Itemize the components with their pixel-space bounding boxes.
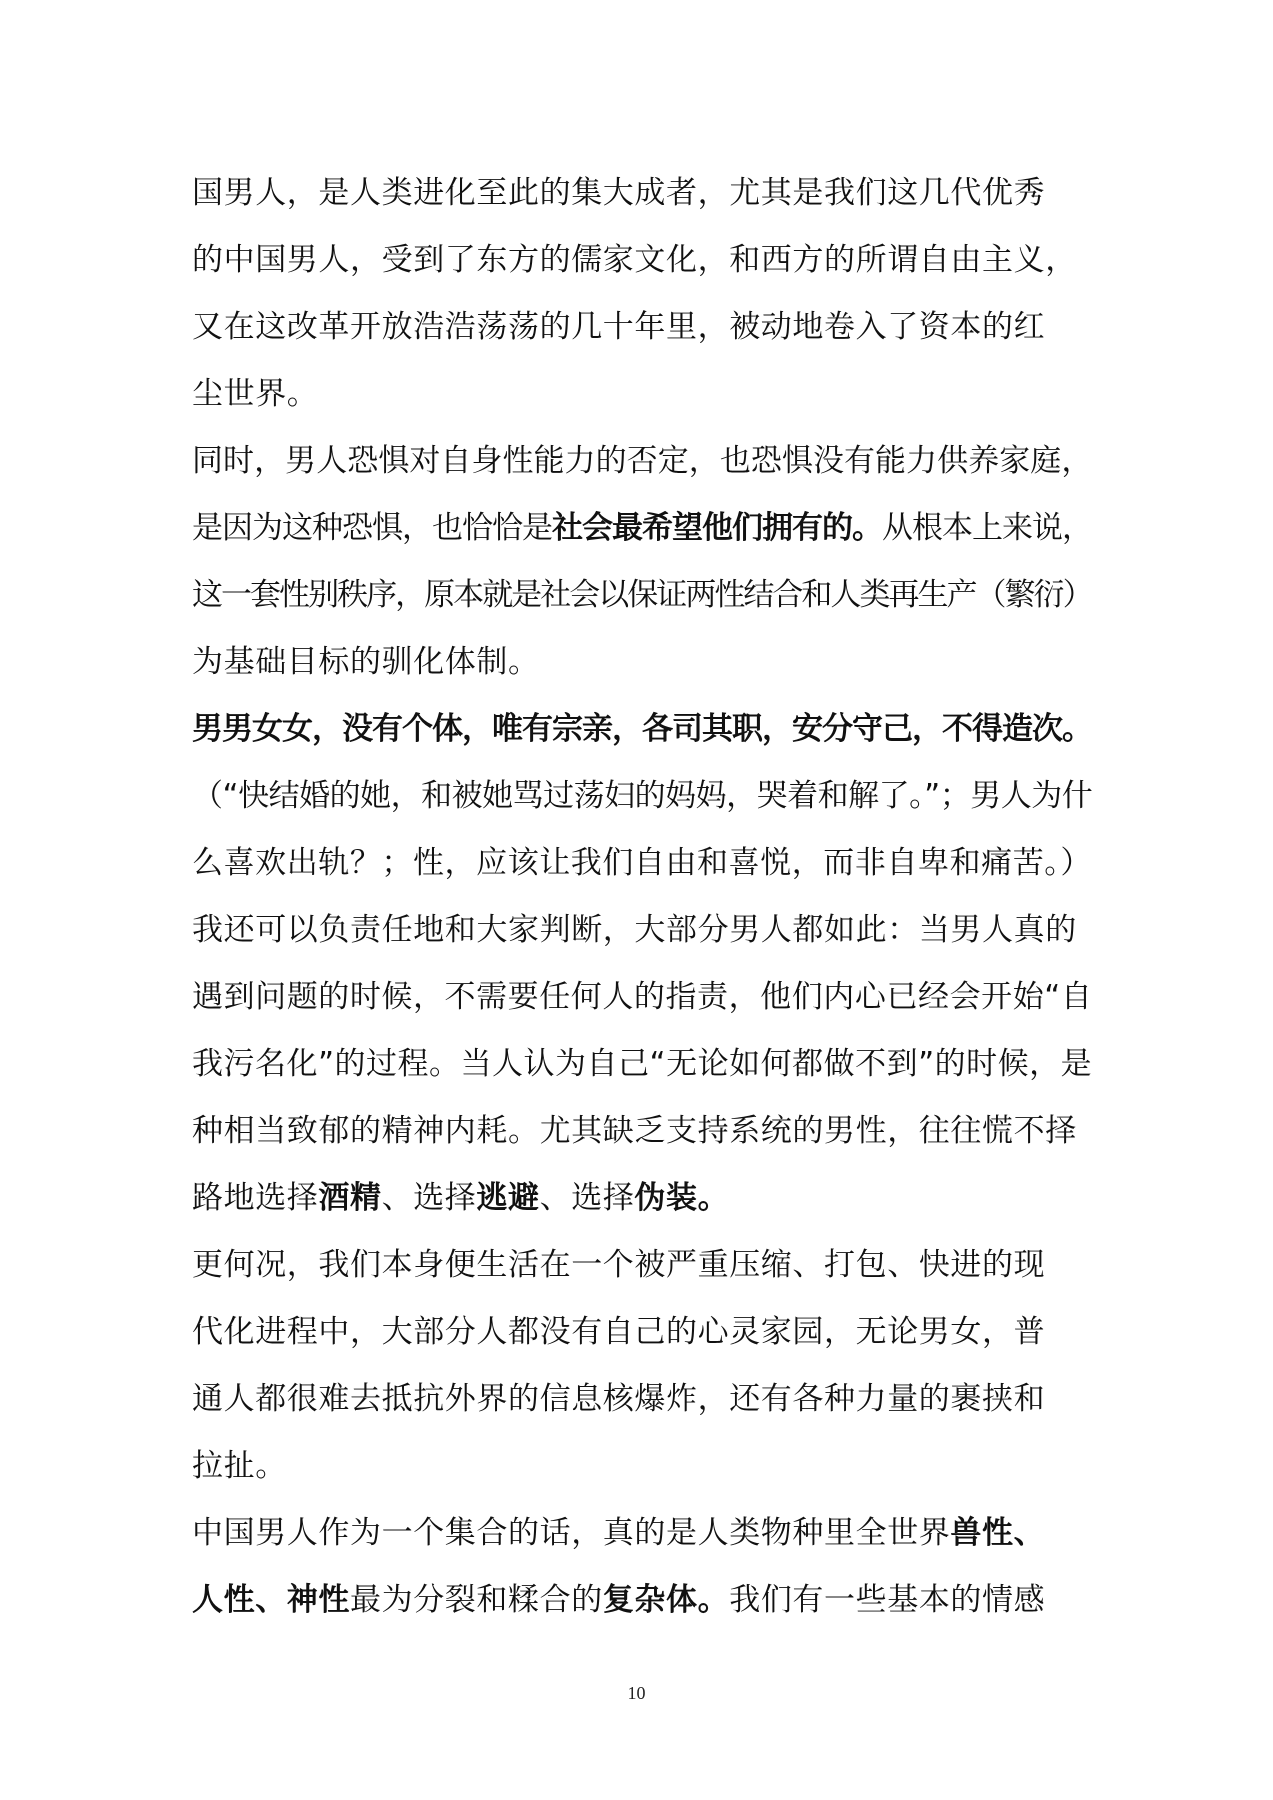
text-line xyxy=(192,830,1092,897)
text-segment: 么喜欢出轨？；性，应该让我们自由和喜悦，而非自卑和痛苦。） xyxy=(192,845,1092,881)
text-segment: 这一套性别秩序，原本就是社会以保证两性结合和人类再生产（繁衍） xyxy=(192,577,1092,613)
text-line xyxy=(192,160,1092,227)
text-segment: 的中国男人，受到了东方的儒家文化，和西方的所谓自由主义， xyxy=(192,242,1077,278)
text-line xyxy=(192,763,1092,830)
text-line xyxy=(192,428,1092,495)
body-text xyxy=(192,160,1092,1634)
text-line xyxy=(192,1098,1092,1165)
text-segment: 种相当致郁的精神内耗。尤其缺乏支持系统的男性，往往慌不择 xyxy=(192,1113,1077,1149)
text-line xyxy=(192,495,1092,562)
text-segment: 代化进程中，大部分人都没有自己的心灵家园，无论男女，普 xyxy=(192,1314,1046,1350)
page-number: 10 xyxy=(627,1683,646,1703)
text-segment: 同时，男人恐惧对自身性能力的否定，也恐惧没有能力供养家庭， xyxy=(192,443,1093,479)
text-segment: 我们有一些基本的情感 xyxy=(729,1582,1046,1618)
text-line xyxy=(192,1366,1092,1433)
text-segment: 最为分裂和糅合的 xyxy=(350,1582,603,1618)
text-line xyxy=(192,562,1092,629)
text-line xyxy=(192,1299,1092,1366)
bold-text-segment: 人性、神性 xyxy=(192,1582,350,1618)
text-segment: （“快结婚的她，和被她骂过荡妇的妈妈，哭着和解了。”；男人为什 xyxy=(192,778,1093,814)
text-segment: 为基础目标的驯化体制。 xyxy=(192,644,540,680)
bold-text-segment: 复杂体。 xyxy=(602,1582,730,1618)
text-segment: 中国男人作为一个集合的话，真的是人类物种里全世界 xyxy=(192,1515,951,1551)
bold-text-segment: 男男女女，没有个体，唯有宗亲，各司其职，安分守己，不得造次。 xyxy=(192,711,1092,747)
text-segment: 是因为这种恐惧，也恰恰是 xyxy=(192,510,552,546)
text-segment: 、选择 xyxy=(539,1180,635,1216)
text-segment: 更何况，我们本身便生活在一个被严重压缩、打包、快进的现 xyxy=(192,1247,1046,1283)
text-line xyxy=(192,361,1092,428)
text-line xyxy=(192,964,1092,1031)
text-segment: 遇到问题的时候，不需要任何人的指责，他们内心已经会开始“自 xyxy=(192,979,1093,1015)
text-line xyxy=(192,227,1092,294)
text-segment: 通人都很难去抵抗外界的信息核爆炸，还有各种力量的裹挟和 xyxy=(192,1381,1046,1417)
bold-text-segment: 兽性、 xyxy=(950,1515,1046,1551)
bold-text-segment: 伪装。 xyxy=(634,1180,730,1216)
text-segment: 路地选择 xyxy=(192,1180,319,1216)
bold-text-segment: 社会最希望他们拥有的。 xyxy=(552,510,882,546)
text-segment: 从根本上来说， xyxy=(882,510,1092,546)
text-segment: 、选择 xyxy=(381,1180,477,1216)
text-line xyxy=(192,1165,1092,1232)
text-segment: 国男人，是人类进化至此的集大成者，尤其是我们这几代优秀 xyxy=(192,175,1046,211)
bold-text-segment: 逃避 xyxy=(476,1180,540,1216)
text-segment: 我污名化”的过程。当人认为自己“无论如何都做不到”的时候，是 xyxy=(192,1046,1093,1082)
text-line xyxy=(192,897,1092,964)
text-line xyxy=(192,1232,1092,1299)
text-line xyxy=(192,1433,1092,1500)
text-line xyxy=(192,1500,1092,1567)
text-line xyxy=(192,1567,1092,1634)
text-line xyxy=(192,629,1092,696)
text-line xyxy=(192,696,1092,763)
text-segment: 尘世界。 xyxy=(192,376,319,412)
text-segment: 我还可以负责任地和大家判断，大部分男人都如此：当男人真的 xyxy=(192,912,1077,948)
text-segment: 又在这改革开放浩浩荡荡的几十年里，被动地卷入了资本的红 xyxy=(192,309,1046,345)
text-line xyxy=(192,1031,1092,1098)
text-segment: 拉扯。 xyxy=(192,1448,287,1484)
bold-text-segment: 酒精 xyxy=(318,1180,382,1216)
text-line xyxy=(192,294,1092,361)
